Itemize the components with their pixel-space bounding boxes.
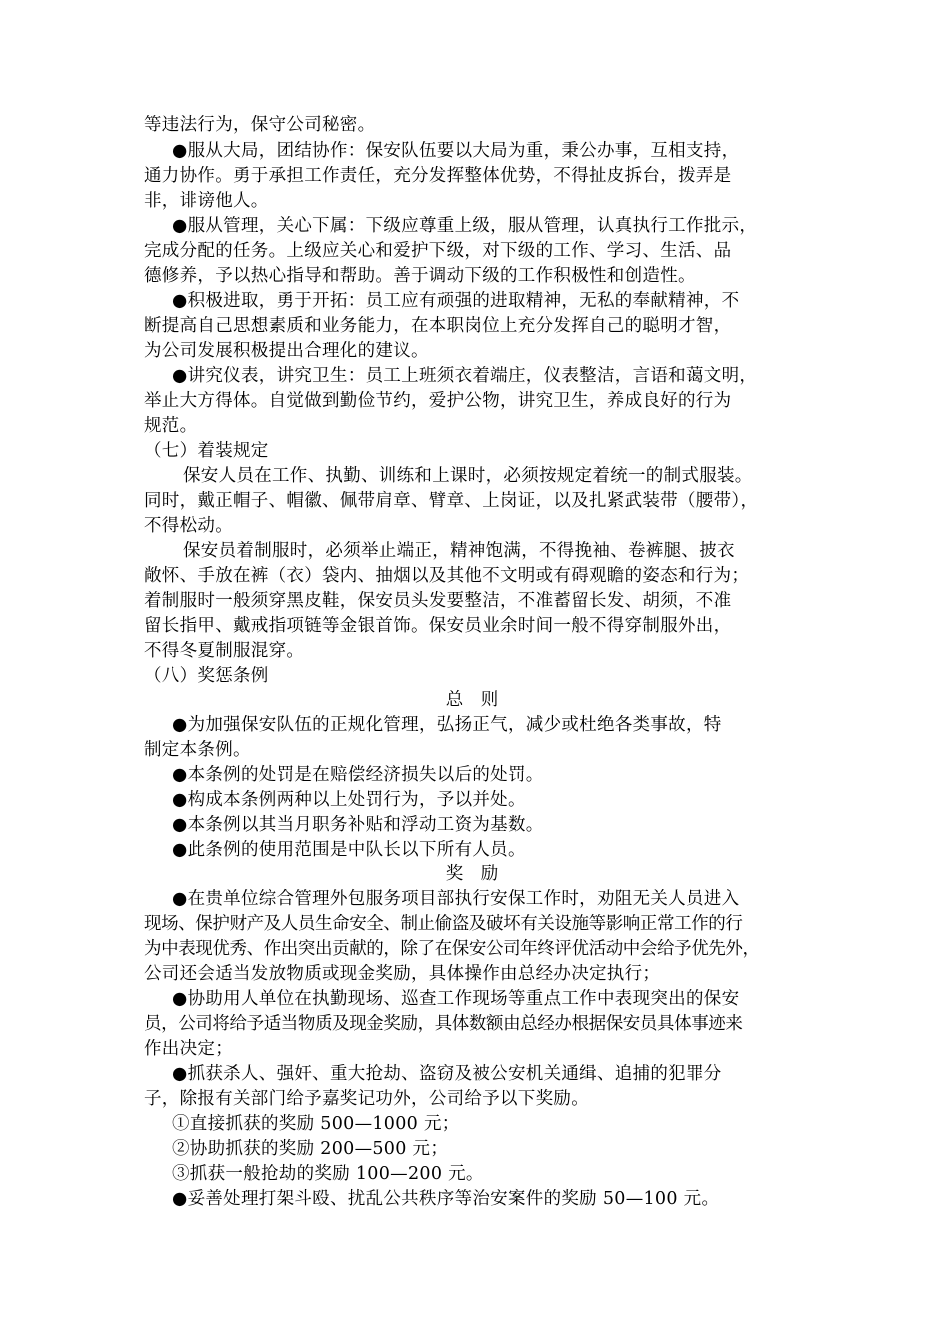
text-line: 为中表现优秀、作出突出贡献的，除了在保安公司年终评优活动中会给予优先外， [144,939,760,959]
bullet-line: ●为加强保安队伍的正规化管理，弘扬正气，减少或杜绝各类事故，特 [172,715,722,735]
bullet-line: ●此条例的使用范围是中队长以下所有人员。 [172,840,526,860]
text-line: 德修养，予以热心指导和帮助。善于调动下级的工作积极性和创造性。 [144,266,696,286]
text-line: 非，诽谤他人。 [144,191,269,211]
paragraph-line: 保安员着制服时，必须举止端正，精神饱满，不得挽袖、卷裤腿、披衣 [183,541,735,561]
bullet-line: ●讲究仪表，讲究卫生：员工上班须衣着端庄，仪表整洁，言语和蔼文明， [172,366,758,386]
bullet-line: ●在贵单位综合管理外包服务项目部执行安保工作时，劝阻无关人员进入 [172,889,740,909]
text-line: 留长指甲、戴戒指项链等金银首饰。保安员业余时间一般不得穿制服外出， [144,616,732,636]
text-line: 不得松动。 [144,516,233,536]
text-line: 通力协作。勇于承担工作责任，充分发挥整体优势，不得扯皮拆台，拨弄是 [144,166,732,186]
text-line: 等违法行为，保守公司秘密。 [144,115,376,135]
text-line: 完成分配的任务。上级应关心和爱护下级，对下级的工作、学习、生活、品 [144,241,732,261]
text-line: 为公司发展积极提出合理化的建议。 [144,341,429,361]
bullet-line: ●本条例以其当月职务补贴和浮动工资为基数。 [172,815,544,835]
text-line: 规范。 [144,416,198,436]
text-line: 作出决定； [144,1039,233,1059]
text-line: 制定本条例。 [144,740,251,760]
list-item: ③抓获一般抢劫的奖励 100—200 元。 [172,1164,484,1184]
text-line: 断提高自己思想素质和业务能力，在本职岗位上充分发挥自己的聪明才智， [144,316,732,336]
text-line: 着制服时一般须穿黑皮鞋，保安员头发要整洁，不准蓄留长发、胡须，不准 [144,591,732,611]
bullet-line: ●协助用人单位在执勤现场、巡查工作现场等重点工作中表现突出的保安 [172,989,740,1009]
text-line: 现场、保护财产及人员生命安全、制止偷盗及破坏有关设施等影响正常工作的行 [144,914,743,934]
subsection-title: 奖 励 [445,864,505,884]
text-line: 举止大方得体。自觉做到勤俭节约，爱护公物，讲究卫生，养成良好的行为 [144,391,732,411]
bullet-line: ●服从管理，关心下属：下级应尊重上级，服从管理，认真执行工作批示， [172,216,758,236]
text-line: 子，除报有关部门给予嘉奖记功外，公司给予以下奖励。 [144,1089,589,1109]
list-item: ②协助抓获的奖励 200—500 元； [172,1139,449,1159]
bullet-line: ●服从大局，团结协作：保安队伍要以大局为重，秉公办事，互相支持， [172,141,740,161]
bullet-line: ●积极进取，勇于开拓：员工应有顽强的进取精神，无私的奉献精神，不 [172,291,740,311]
section-heading: （七）着装规定 [144,441,269,461]
text-line: 公司还会适当发放物质或现金奖励，具体操作由总经办决定执行； [144,964,661,984]
bullet-line: ●本条例的处罚是在赔偿经济损失以后的处罚。 [172,765,544,785]
text-line: 敞怀、手放在裤（衣）袋内、抽烟以及其他不文明或有碍观瞻的姿态和行为； [144,566,750,586]
text-line: 不得冬夏制服混穿。 [144,641,305,661]
list-item: ①直接抓获的奖励 500—1000 元； [172,1114,460,1134]
bullet-line: ●构成本条例两种以上处罚行为，予以并处。 [172,790,526,810]
paragraph-line: 保安人员在工作、执勤、训练和上课时，必须按规定着统一的制式服装。 [183,466,753,486]
section-heading: （八）奖惩条例 [144,666,269,686]
subsection-title: 总 则 [445,690,505,710]
text-line: 员，公司将给予适当物质及现金奖励，具体数额由总经办根据保安员具体事迹来 [144,1014,743,1034]
bullet-line: ●抓获杀人、强奸、重大抢劫、盗窃及被公安机关通缉、追捕的犯罪分 [172,1064,722,1084]
text-line: 同时，戴正帽子、帽徽、佩带肩章、臂章、上岗证，以及扎紧武装带（腰带）， [144,491,759,511]
bullet-line: ●妥善处理打架斗殴、扰乱公共秩序等治安案件的奖励 50—100 元。 [172,1189,720,1209]
